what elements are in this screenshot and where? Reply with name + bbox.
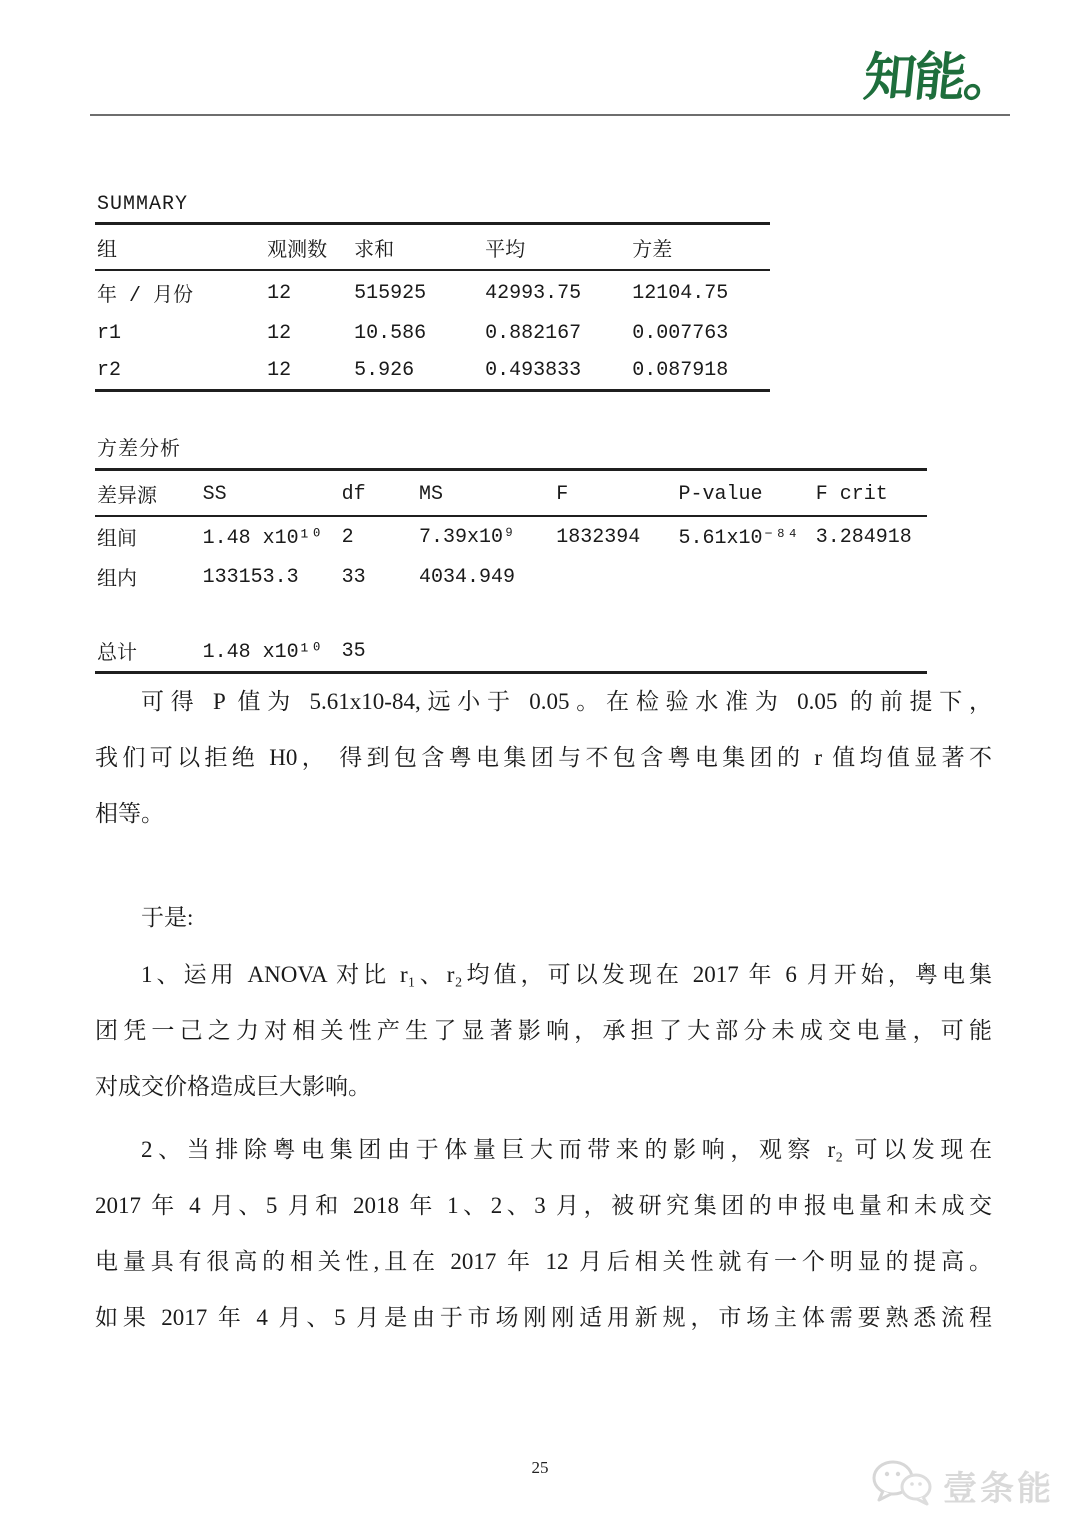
table-header-cell: P-value <box>678 482 763 506</box>
table-cell: 12104.75 <box>632 281 729 305</box>
anova-table-title: 方差分析 <box>97 439 181 462</box>
table-cell: 1.48 x10¹⁰ <box>202 527 323 550</box>
table-cell <box>814 631 927 673</box>
table-cell: 515925 <box>354 281 427 305</box>
table-cell <box>554 557 676 597</box>
header-divider <box>90 114 1010 116</box>
table-row <box>95 352 770 391</box>
table-cell: 12 <box>267 359 292 382</box>
paragraph-item2 <box>95 1122 992 1346</box>
table-header-cell: F crit <box>815 482 888 506</box>
text-line: 于是: <box>141 905 194 930</box>
text-line: 如果 2017 年 4 月、5 月是由于市场刚刚适用新规，市场主体需要熟悉流程 <box>95 1305 992 1330</box>
text-line: 我们可以拒绝 H0， 得到包含粤电集团与不包含粤电集团的 r 值均值显著不 <box>95 745 992 770</box>
paragraph-item1 <box>95 947 992 1115</box>
table-cell: 10.586 <box>354 322 427 345</box>
table-row <box>95 270 770 315</box>
text-line: 团凭一己之力对相关性产生了显著影响，承担了大部分未成交电量，可能 <box>95 1018 992 1043</box>
table-cell: 2 <box>341 525 354 549</box>
anova-table-section <box>95 432 927 674</box>
table-cell: r1 <box>97 322 122 345</box>
text-line: 电量具有很高的相关性,且在 2017 年 12 月后相关性就有一个明显的提高。 <box>95 1249 992 1274</box>
table-cell: 5.926 <box>354 359 415 382</box>
table-cell <box>677 557 814 597</box>
table-cell: 组内 <box>97 569 137 592</box>
table-header-cell: 求和 <box>354 240 395 263</box>
paragraph-p-value <box>95 674 992 842</box>
table-header-cell: df <box>341 482 366 506</box>
text-line: 对成交价格造成巨大影响。 <box>95 1074 371 1099</box>
table-cell <box>554 631 676 673</box>
summary-table-title: SUMMARY <box>97 193 189 216</box>
table-cell <box>814 557 927 597</box>
table-spacer-row <box>95 597 927 631</box>
table-cell: 0.882167 <box>485 322 582 345</box>
table-row <box>95 631 927 673</box>
table-row <box>95 516 927 557</box>
table-cell: 3.284918 <box>815 525 912 549</box>
table-cell: 总计 <box>97 643 137 666</box>
table-cell: 12 <box>267 322 292 345</box>
table-cell: 1.48 x10¹⁰ <box>202 641 323 664</box>
anova-table <box>95 468 927 674</box>
brand-logo: 知能。 <box>860 48 1018 108</box>
table-cell: 0.007763 <box>632 322 729 345</box>
text-line: 可得 P 值为 5.61x10-84,远小于 0.05。在检验水准为 0.05 的前提下， <box>141 689 992 714</box>
table-cell: 0.493833 <box>485 359 582 382</box>
text-line: 1、运用 ANOVA 对比 r₁、r₂均值，可以发现在 2017 年 6 月开始，粤电集 <box>141 962 992 987</box>
table-cell: 组间 <box>97 529 137 552</box>
text-line: 2017 年 4 月、5 月和 2018 年 1、2、3 月，被研究集团的申报电量和未成交 <box>95 1193 992 1218</box>
table-header-row <box>95 224 770 271</box>
table-row <box>95 557 927 597</box>
watermark-label: 壹条能 <box>943 1470 1054 1508</box>
table-cell <box>677 631 814 673</box>
paragraph-yushi <box>95 890 992 946</box>
page-number: 25 <box>531 1458 549 1477</box>
table-header-cell: SS <box>202 482 227 506</box>
table-cell <box>417 631 554 673</box>
summary-table-section <box>95 193 770 392</box>
table-cell: 42993.75 <box>485 281 582 305</box>
table-header-cell: 平均 <box>485 240 526 263</box>
table-cell: 12 <box>267 281 292 305</box>
summary-table <box>95 222 770 392</box>
table-header-cell: F <box>556 482 569 506</box>
text-line: 2、当排除粤电集团由于体量巨大而带来的影响，观察 r₂ 可以发现在 <box>141 1137 992 1162</box>
table-cell: 年 / 月份 <box>97 285 194 308</box>
table-header-cell: 差异源 <box>97 486 157 509</box>
watermark <box>869 1458 1054 1513</box>
table-cell: r2 <box>97 359 122 382</box>
table-cell: 4034.949 <box>418 565 515 589</box>
table-cell: 35 <box>341 639 366 663</box>
wechat-icon <box>869 1458 935 1513</box>
table-row <box>95 315 770 352</box>
table-header-cell: MS <box>418 482 443 506</box>
table-header-row <box>95 470 927 517</box>
table-cell: 33 <box>341 565 366 589</box>
table-cell: 0.087918 <box>632 359 729 382</box>
table-header-cell: 观测数 <box>267 240 328 263</box>
table-cell: 7.39x10⁹ <box>418 525 515 549</box>
table-cell: 5.61x10⁻⁸⁴ <box>678 527 799 550</box>
table-cell: 1832394 <box>556 525 641 549</box>
table-cell: 133153.3 <box>202 565 299 589</box>
table-header-cell: 组 <box>97 240 117 263</box>
text-line: 相等。 <box>95 801 164 826</box>
table-header-cell: 方差 <box>632 240 673 263</box>
